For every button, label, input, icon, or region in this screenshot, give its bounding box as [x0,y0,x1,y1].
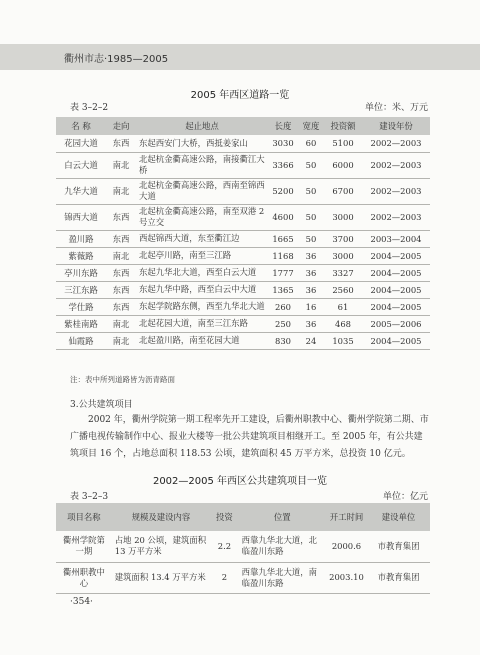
roads-table-cell: 24 [298,332,324,349]
roads-table-cell: 1777 [268,264,298,281]
roads-table-row [56,204,430,230]
roads-table-cell: 2004—2005 [362,264,430,281]
section-heading: 3.公共建筑项目 [70,400,133,410]
roads-table-cell: 东西 [106,204,136,230]
roads-table-cell: 西起锦西大道，东至衢江边 [136,230,268,247]
roads-table-cell: 5100 [324,135,362,152]
roads-table-cell: 南北 [106,315,136,332]
running-header-title: 衢州市志·1985—2005 [64,54,169,65]
roads-table-cell: 3327 [324,264,362,281]
roads-table-cell: 东起九华中路，西至白云中大道 [136,281,268,298]
buildings-table-cell: 2000.6 [326,531,367,562]
roads-table-cell: 北起盈川路，南至花园大道 [136,332,268,349]
roads-table-cell: 2004—2005 [362,298,430,315]
buildings-table-number: 表 3–2–3 [70,492,109,502]
roads-col-direction: 走向 [106,117,136,135]
buildings-table-row [56,531,430,562]
buildings-table-row [56,562,430,593]
roads-col-endpoints: 起止地点 [136,117,268,135]
roads-table-cell: 3000 [324,247,362,264]
buildings-table-cell: 西靠九华北大道，北临盈川东路 [239,531,326,562]
roads-table-cell: 2004—2005 [362,247,430,264]
roads-table-cell: 东西 [106,281,136,298]
roads-table-cell: 16 [298,298,324,315]
roads-table-cell: 468 [324,315,362,332]
roads-col-name: 名 称 [56,117,106,135]
roads-table-cell: 2003—2004 [362,230,430,247]
buildings-table-cell: 市教育集团 [367,562,430,593]
roads-table-cell: 260 [268,298,298,315]
roads-table-cell: 2004—2005 [362,281,430,298]
buildings-table-cell: 建筑面积 13.4 万平方米 [112,562,210,593]
roads-table-cell: 60 [298,135,324,152]
roads-table-cell: 1168 [268,247,298,264]
roads-table-cell: 50 [298,204,324,230]
buildings-col-investment: 投资 [210,503,238,531]
roads-table-cell: 学仕路 [56,298,106,315]
buildings-table [56,503,430,594]
roads-table-cell: 锦西大道 [56,204,106,230]
page-number: ·354· [70,597,93,607]
roads-table-row [56,332,430,349]
roads-table-cell: 6000 [324,152,362,178]
roads-table-cell: 紫桂南路 [56,315,106,332]
roads-table-cell: 36 [298,247,324,264]
roads-table-cell: 紫薇路 [56,247,106,264]
roads-table-cell: 2002—2003 [362,204,430,230]
roads-table-cell: 东起西安门大桥，西抵姜家山 [136,135,268,152]
section-paragraph: 2002 年，衢州学院第一期工程率先开工建设，后衢州职教中心、衢州学院第二期、市广播电视传输制作中心、报业大楼等一批公共建筑项目相继开工。至 2005 年，有公共建筑项目 16 个，占地总面积 118.53 公顷，建筑面积 45 万平方米，总投资 10 亿元。 [70,415,429,459]
roads-table-cell: 50 [298,230,324,247]
buildings-table-cell: 2.2 [210,531,238,562]
roads-table-number: 表 3–2–2 [70,103,109,113]
roads-table-cell: 830 [268,332,298,349]
roads-table-unit: 单位：米、万元 [364,103,428,113]
roads-table-cell: 南北 [106,247,136,264]
roads-table-row [56,298,430,315]
buildings-table-cell: 2 [210,562,238,593]
roads-table-cell: 2002—2003 [362,135,430,152]
roads-table-cell: 250 [268,315,298,332]
roads-table-cell: 2004—2005 [362,332,430,349]
roads-table-cell: 南北 [106,178,136,204]
roads-table-cell: 2005—2006 [362,315,430,332]
roads-table-row [56,315,430,332]
roads-table-cell: 4600 [268,204,298,230]
roads-col-year: 建设年份 [362,117,430,135]
buildings-col-location: 位置 [239,503,326,531]
roads-table-row [56,247,430,264]
roads-table-cell: 白云大道 [56,152,106,178]
buildings-col-start: 开工时间 [326,503,367,531]
roads-table-cell: 50 [298,152,324,178]
roads-table-cell: 3700 [324,230,362,247]
roads-table-cell: 36 [298,315,324,332]
roads-table-cell: 东西 [106,298,136,315]
roads-table-cell: 亭川东路 [56,264,106,281]
buildings-table-header-row [56,503,430,531]
roads-table-cell: 3366 [268,152,298,178]
roads-table-cell: 仙霞路 [56,332,106,349]
roads-col-length: 长度 [268,117,298,135]
roads-table-cell: 南北 [106,332,136,349]
roads-table-cell: 九华大道 [56,178,106,204]
roads-table-row [56,264,430,281]
roads-table-cell: 花园大道 [56,135,106,152]
roads-table-row [56,178,430,204]
roads-table-cell: 东起九华北大道，西至白云大道 [136,264,268,281]
roads-table-cell: 1665 [268,230,298,247]
roads-col-width: 宽度 [298,117,324,135]
roads-table-cell: 3000 [324,204,362,230]
roads-table-cell: 东西 [106,264,136,281]
roads-table-cell: 北起杭金衢高速公路，西南至锦西大道 [136,178,268,204]
roads-table-cell: 2560 [324,281,362,298]
roads-table-cell: 1365 [268,281,298,298]
roads-table-header-row [56,117,430,135]
buildings-table-cell: 市教育集团 [367,531,430,562]
roads-table-row [56,230,430,247]
roads-table-cell: 北起花园大道，南至三江东路 [136,315,268,332]
roads-table-cell: 5200 [268,178,298,204]
buildings-table-cell: 2003.10 [326,562,367,593]
roads-table-note: 注：表中所列道路皆为沥青路面 [70,375,175,384]
buildings-table-cell: 衢州学院第一期 [56,531,112,562]
roads-table-cell: 三江东路 [56,281,106,298]
buildings-col-scale: 规模及建设内容 [112,503,210,531]
roads-table-cell: 3030 [268,135,298,152]
roads-table-cell: 36 [298,264,324,281]
roads-table-cell: 东西 [106,230,136,247]
roads-table-cell: 东西 [106,135,136,152]
roads-table-title: 2005 年西区道路一览 [190,90,290,101]
roads-table-cell: 南北 [106,152,136,178]
buildings-table-cell: 衢州职教中心 [56,562,112,593]
roads-table-cell: 北起杭金衢高速公路，南接衢江大桥 [136,152,268,178]
roads-table [56,117,430,350]
buildings-col-name: 项目名称 [56,503,112,531]
roads-table-cell: 东起学院路东侧，西至九华北大道 [136,298,268,315]
roads-table-row [56,152,430,178]
buildings-table-unit: 单位：亿元 [382,492,428,502]
buildings-table-title: 2002—2005 年西区公共建筑项目一览 [152,476,328,487]
roads-table-cell: 北起亭川路，南至三江路 [136,247,268,264]
roads-col-investment: 投资额 [324,117,362,135]
roads-table-cell: 50 [298,178,324,204]
buildings-table-cell: 西靠九华北大道，南临盈川东路 [239,562,326,593]
roads-table-row [56,135,430,152]
roads-table-cell: 北起杭金衢高速公路，南至双港 2 号立交 [136,204,268,230]
buildings-table-cell: 占地 20 公顷，建筑面积 13 万平方米 [112,531,210,562]
roads-table-cell: 36 [298,281,324,298]
roads-table-cell: 盈川路 [56,230,106,247]
buildings-col-builder: 建设单位 [367,503,430,531]
roads-table-cell: 61 [324,298,362,315]
roads-table-cell: 2002—2003 [362,178,430,204]
roads-table-cell: 2002—2003 [362,152,430,178]
roads-table-cell: 6700 [324,178,362,204]
roads-table-row [56,281,430,298]
roads-table-cell: 1035 [324,332,362,349]
